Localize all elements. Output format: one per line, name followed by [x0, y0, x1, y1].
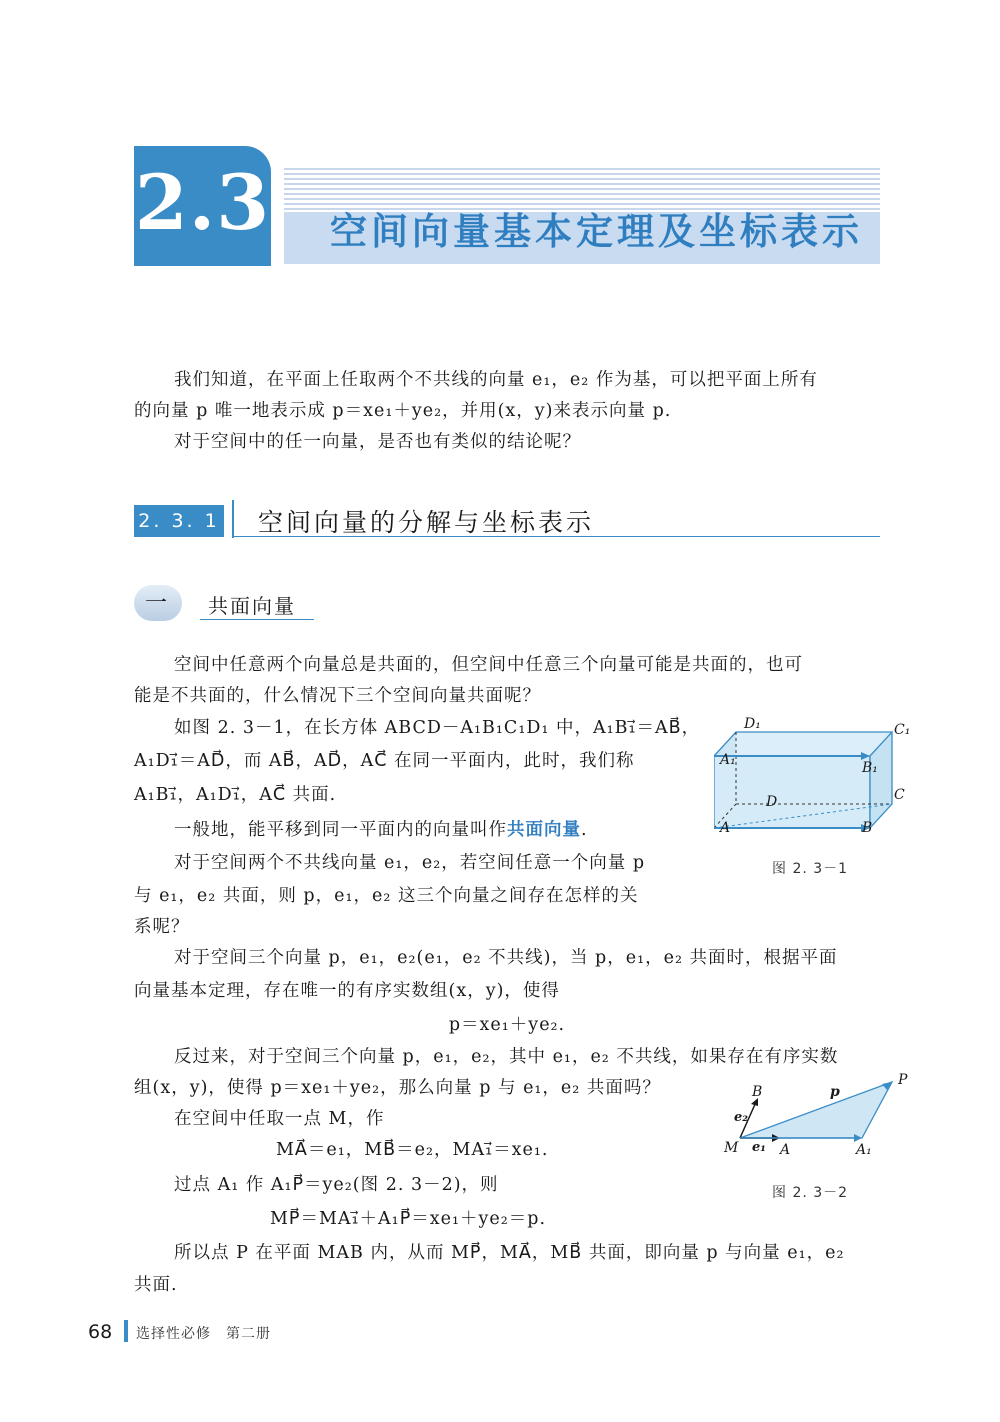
label-d1: D₁: [744, 716, 761, 732]
body-line: 组(x，y)，使得 p＝xe₁＋ye₂，那么向量 p 与 e₁，e₂ 共面吗？: [134, 1078, 661, 1098]
body-line: A₁B₁⃗，A₁D₁⃗，AC⃗ 共面.: [134, 785, 337, 805]
figure-vector-decomposition: [730, 1070, 900, 1150]
body-line: 对于空间三个向量 p，e₁，e₂(e₁，e₂ 不共线)，当 p，e₁，e₂ 共面时，根据平面: [174, 948, 838, 968]
subsection-title: 共面向量: [208, 594, 296, 618]
figure-2-caption: 图 2. 3－2: [772, 1185, 849, 1201]
body-line: A₁D₁⃗＝AD⃗，而 AB⃗，AD⃗，AC⃗ 在同一平面内，此时，我们称: [134, 751, 635, 771]
label-m: M: [724, 1140, 739, 1156]
equation-1: p＝xe₁＋ye₂.: [448, 1015, 566, 1035]
section-divider: [232, 500, 234, 538]
section-title: 空间向量的分解与坐标表示: [258, 508, 595, 537]
cuboid-top-face: [714, 732, 892, 756]
body-line: 所以点 P 在平面 MAB 内，从而 MP⃗，MA⃗，MB⃗ 共面，即向量 p 与向量 e₁，e₂: [174, 1243, 845, 1263]
figure-1-caption: 图 2. 3－1: [772, 861, 849, 877]
body-line-definition: [134, 815, 704, 846]
body-line: 在空间中任取一点 M，作: [174, 1109, 385, 1129]
intro-line-2: 的向量 p 唯一地表示成 p＝xe₁＋ye₂，并用(x，y)来表示向量 p.: [134, 401, 672, 421]
label-e2: e₂: [734, 1110, 748, 1125]
page-number: 68: [88, 1321, 113, 1343]
label-b: B: [752, 1084, 763, 1100]
body-line: 如图 2. 3－1，在长方体 ABCD－A₁B₁C₁D₁ 中，A₁B₁⃗＝AB⃗，: [174, 718, 701, 738]
body-line: 反过来，对于空间三个向量 p，e₁，e₂，其中 e₁，e₂ 不共线，如果存在有序实数: [174, 1047, 839, 1067]
body-line: 能是不共面的，什么情况下三个空间向量共面呢？: [134, 686, 541, 706]
definition-text: 一般地，能平移到同一平面内的向量叫作: [174, 820, 507, 840]
section-number: 2. 3. 1: [134, 505, 224, 537]
equation-2: MA⃗＝e₁，MB⃗＝e₂，MA₁⃗＝xe₁.: [276, 1140, 549, 1160]
body-line: 对于空间两个不共线向量 e₁，e₂，若空间任意一个向量 p: [174, 853, 646, 873]
label-b1: B₁: [862, 760, 878, 776]
body-line: 向量基本定理，存在唯一的有序实数组(x，y)，使得: [134, 981, 560, 1001]
chapter-number-box: [134, 146, 271, 266]
body-line: 空间中任意两个向量总是共面的，但空间中任意三个向量可能是共面的，也可: [174, 655, 803, 675]
book-title: 选择性必修 第二册: [136, 1326, 271, 1342]
label-a: A: [780, 1142, 791, 1158]
chapter-title: 空间向量基本定理及坐标表示: [330, 210, 863, 253]
footer-divider: [124, 1320, 128, 1342]
label-p-point: P: [898, 1072, 908, 1088]
label-e1: e₁: [752, 1140, 766, 1155]
label-a: A: [720, 820, 731, 836]
subsection-underline: [200, 619, 314, 620]
triangle-map: [740, 1082, 892, 1138]
subsection-number: 一: [145, 591, 168, 616]
label-a1: A₁: [856, 1142, 872, 1158]
label-d: D: [766, 794, 778, 810]
equation-3: MP⃗＝MA₁⃗＋A₁P⃗＝xe₁＋ye₂＝p.: [270, 1209, 547, 1229]
body-line: 与 e₁，e₂ 共面，则 p，e₁，e₂ 这三个向量之间存在怎样的关: [134, 886, 639, 906]
body-line: 系呢？: [134, 917, 190, 937]
definition-period: .: [581, 820, 588, 840]
intro-line-1: 我们知道，在平面上任取两个不共线的向量 e₁，e₂ 作为基，可以把平面上所有: [174, 370, 818, 390]
label-c1: C₁: [894, 722, 911, 738]
label-c: C: [894, 787, 905, 803]
body-line: 过点 A₁ 作 A₁P⃗＝ye₂(图 2. 3－2)，则: [174, 1175, 499, 1195]
term-coplanar-vectors: 共面向量: [507, 820, 581, 840]
label-b: B: [862, 820, 873, 836]
label-p-vector: p: [830, 1084, 840, 1100]
label-a1: A₁: [720, 752, 736, 768]
chapter-number: 2.3: [134, 158, 271, 247]
body-line: 共面.: [134, 1275, 178, 1295]
intro-question: 对于空间中的任一向量，是否也有类似的结论呢？: [174, 432, 581, 452]
